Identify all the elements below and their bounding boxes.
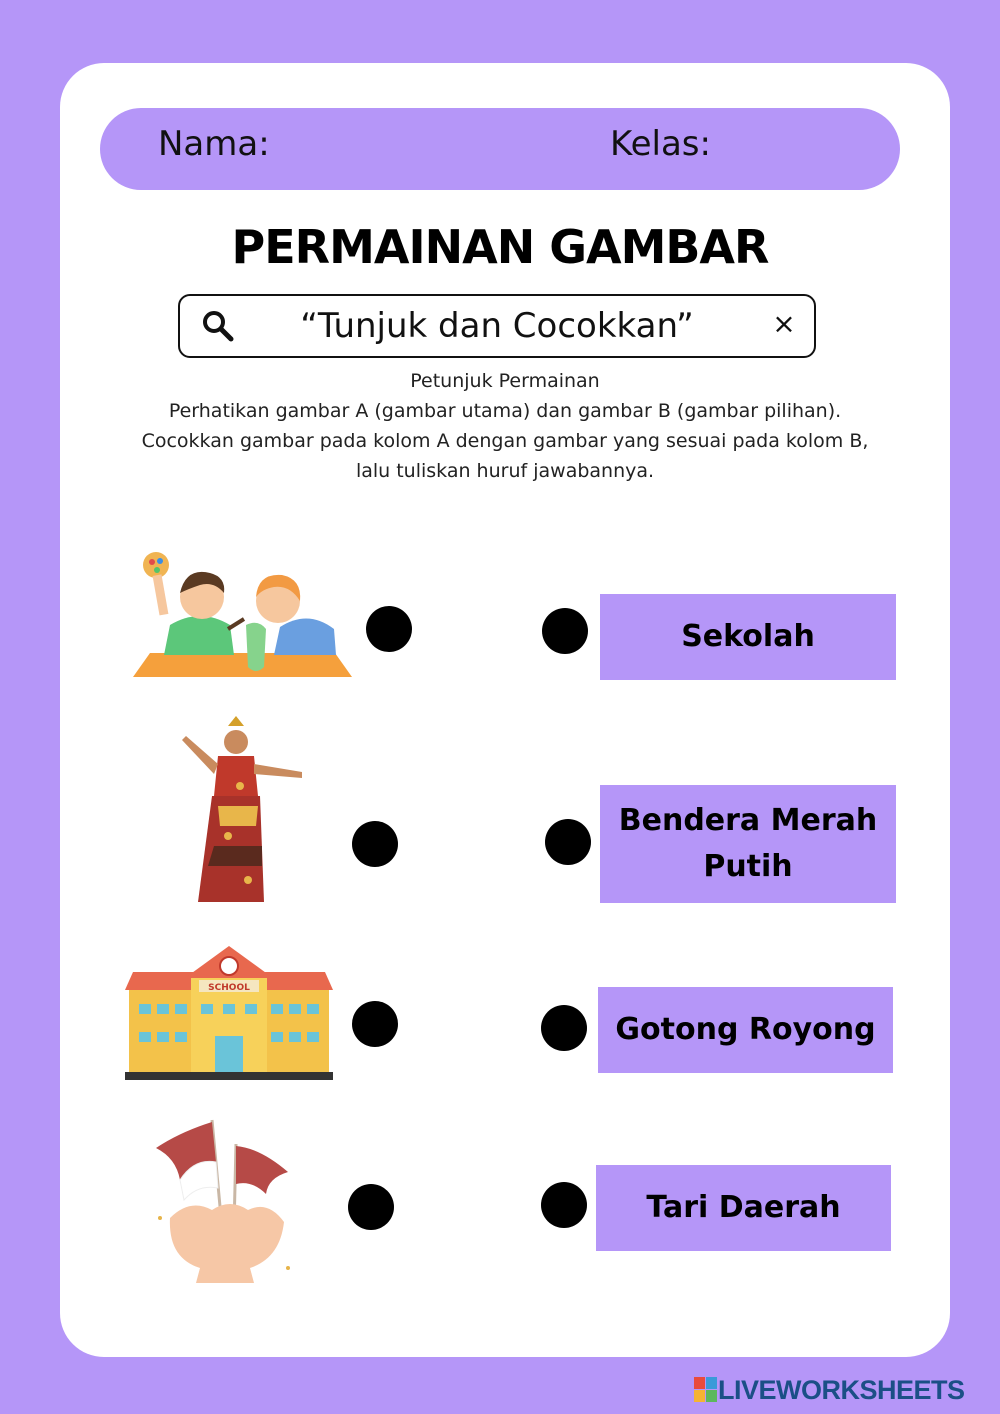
instructions-line-3: lalu tuliskan huruf jawabannya.: [355, 460, 655, 482]
instructions-heading: Petunjuk Permainan: [410, 370, 600, 392]
answer-box-1: [600, 594, 896, 680]
answer-box-3: [598, 987, 893, 1073]
flags-hands-picture: [150, 1118, 295, 1283]
close-icon: ×: [772, 307, 796, 340]
liveworksheets-brand: LIVEWORKSHEETS: [718, 1374, 965, 1405]
children-painting-picture: [130, 545, 355, 680]
match-dot-a-4[interactable]: [348, 1184, 394, 1230]
match-dot-a-3[interactable]: [352, 1001, 398, 1047]
match-dot-b-3[interactable]: [541, 1005, 587, 1051]
liveworksheets-logo[interactable]: [694, 1374, 965, 1406]
instructions-line-2: Cocokkan gambar pada kolom A dengan gambar yang sesuai pada kolom B,: [141, 430, 869, 452]
match-dot-b-4[interactable]: [541, 1182, 587, 1228]
match-dot-b-1[interactable]: [542, 608, 588, 654]
page-title: PERMAINAN GAMBAR: [231, 220, 769, 274]
answer-label-2: Bendera Merah Putih: [618, 803, 878, 884]
instructions-line-1: Perhatikan gambar A (gambar utama) dan gambar B (gambar pilihan).: [168, 400, 842, 422]
answer-label-3: Gotong Royong: [615, 1012, 876, 1047]
name-label: Nama:: [158, 124, 270, 164]
answer-label-4: Tari Daerah: [646, 1190, 841, 1225]
traditional-dancers-picture: [178, 716, 308, 906]
liveworksheets-cube-icon: [694, 1377, 718, 1403]
search-bar: [178, 294, 816, 358]
match-dot-b-2[interactable]: [545, 819, 591, 865]
search-text: “Tunjuk dan Cocokkan”: [300, 306, 694, 346]
school-sign-text: SCHOOL: [208, 983, 250, 993]
match-dot-a-1[interactable]: [366, 606, 412, 652]
match-dot-a-2[interactable]: [352, 821, 398, 867]
answer-box-2: [600, 785, 896, 903]
answer-label-1: Sekolah: [681, 619, 815, 654]
school-building-picture: [123, 942, 335, 1080]
answer-box-4: [596, 1165, 891, 1251]
class-label: Kelas:: [610, 124, 711, 164]
